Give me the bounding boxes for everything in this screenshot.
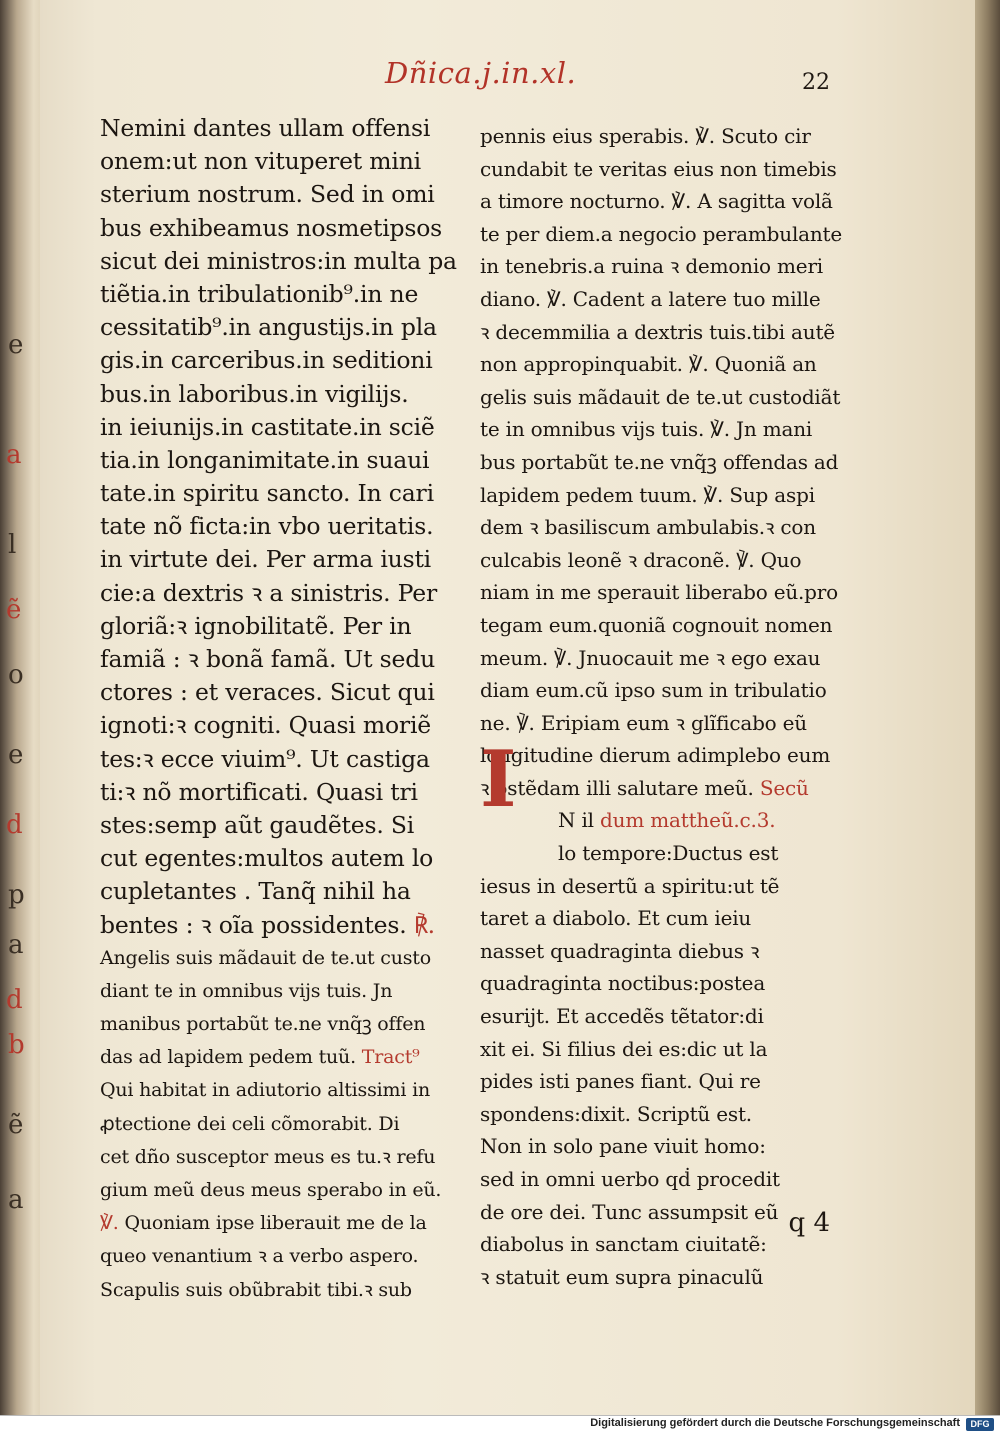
text-segment: diant te in omnibus vijs tuis. Jn (100, 979, 393, 1002)
text-line: Nemini dantes ullam offensi (100, 114, 431, 142)
text-line: tes:ꝛ ecce viuim⁹. Ut castiga (100, 744, 430, 773)
text-line: tiẽtia.in tribulationib⁹.in ne (100, 279, 419, 308)
text-line (100, 1207, 445, 1240)
text-line: Angelis suis mãdauit de te.ut custo (100, 946, 431, 969)
text-line: ne. ℣. Eripiam eum ꝛ glĩficabo eũ (480, 710, 807, 735)
text-line: famiã : ꝛ bonã famã. Ut sedu (100, 645, 435, 673)
text-line: taret a diabolo. Et cum ieiu (480, 906, 752, 931)
text-line (100, 975, 445, 1008)
text-line: cut egentes:multos autem lo (100, 844, 434, 873)
gospel-rubric: Secũ (759, 775, 809, 800)
prev-page-fragment: p (8, 880, 25, 910)
text-column-left (100, 112, 457, 1307)
text-line: queo venantium ꝛ a verbo aspero. (100, 1245, 419, 1268)
prev-page-fragment: b (8, 1030, 25, 1060)
decorated-initial: I (480, 734, 517, 825)
text-line: diabolus in sanctam ciuitatẽ: (480, 1232, 767, 1257)
text-line: bus portabũt te.ne vnq̃ꝫ offendas ad (480, 449, 839, 474)
prev-page-fragment: e (8, 330, 24, 360)
text-segment: ꝛ ostẽdam illi salutare meũ. (480, 775, 754, 800)
text-line: ꝓtectione dei celi cõmorabit. Di (100, 1112, 400, 1135)
text-line: nasset quadraginta diebus ꝛ (480, 938, 760, 963)
text-line: onem:ut non vituperet mini (100, 147, 421, 176)
text-line: ꝛ statuit eum supra pinaculũ (480, 1264, 764, 1289)
text-line: a timore nocturno. ℣. A sagitta volã (480, 189, 833, 214)
text-line: de ore dei. Tunc assumpsit eũ (480, 1199, 779, 1224)
text-line: diano. ℣. Cadent a latere tuo mille (480, 286, 821, 311)
text-line: Qui habitat in adiutorio altissimi in (100, 1079, 430, 1102)
prev-page-fragment: a (8, 930, 24, 960)
text-line: spondens:dixit. Scriptũ est. (480, 1101, 752, 1126)
tract-rubric: Tract⁹ (361, 1046, 420, 1069)
text-line: cie:a dextris ꝛ a sinistris. Per (100, 578, 437, 607)
text-line: bus exhibeamus nosmetipsos (100, 213, 443, 242)
running-title: Dñica.j.in.xl. (385, 56, 577, 90)
text-line: pennis eius sperabis. ℣. Scuto cir (480, 124, 811, 148)
prev-page-fragment: e (8, 740, 24, 770)
text-segment: das ad lapidem pedem tuũ. (100, 1046, 356, 1069)
text-line: gium meũ deus meus sperabo in eũ. (100, 1179, 442, 1201)
prev-page-fragment: d (6, 810, 23, 840)
text-line: dem ꝛ basiliscum ambulabis.ꝛ con (480, 515, 816, 540)
prev-page-fragment: ẽ (8, 1110, 24, 1140)
text-line: stes:semp aũt gaudẽtes. Si (100, 810, 415, 839)
text-line: cundabit te veritas eius non timebis (480, 156, 837, 181)
responsory-rubric: ℟. (413, 910, 435, 939)
text-line: in ieiunijs.in castitate.in sciẽ (100, 412, 435, 441)
versicle-rubric: ℣. (100, 1212, 119, 1235)
text-line: manibus portabũt te.ne vnq̃ꝫ offen (100, 1013, 426, 1036)
text-line (480, 772, 825, 805)
text-line: ctores : et veraces. Sicut qui (100, 678, 435, 707)
prev-page-fragment: l (8, 530, 17, 560)
folio-number: 22 (802, 70, 830, 95)
prev-page-fragment: o (8, 660, 24, 690)
text-line: tate.in spiritu sancto. In cari (100, 479, 434, 508)
text-line: lapidem pedem tuum. ℣. Sup aspi (480, 482, 815, 507)
text-line: bus.in laboribus.in vigilijs. (100, 379, 409, 408)
funding-credit: Digitalisierung gefördert durch die Deutsche Forschungsgemeinschaft (590, 1417, 960, 1429)
text-line: sed in omni uerbo qḋ procedit (480, 1167, 780, 1191)
prev-page-fragment: ẽ (6, 595, 22, 625)
gathering-signature: q 4 (788, 1208, 830, 1238)
text-line (480, 804, 825, 837)
text-line: cupletantes . Tanq̃ nihil ha (100, 877, 411, 906)
gospel-rubric: dum mattheũ.c.3. (600, 808, 776, 833)
text-line: meum. ℣. Jnuocauit me ꝛ ego exau (480, 645, 821, 670)
text-column-right (480, 120, 843, 1293)
text-line: cet dño susceptor meus es tu.ꝛ refu (100, 1145, 436, 1168)
text-line: te in omnibus vijs tuis. ℣. Jn mani (480, 417, 813, 442)
text-line: quadraginta noctibus:postea (480, 971, 766, 996)
text-line: ti:ꝛ nõ mortificati. Quasi tri (100, 777, 418, 806)
text-line: gloriã:ꝛ ignobilitatẽ. Per in (100, 611, 412, 640)
text-line: tia.in longanimitate.in suaui (100, 445, 430, 474)
dfg-logo-icon[interactable]: DFG (966, 1418, 994, 1431)
text-line: tate nõ ficta:in vbo ueritatis. (100, 512, 434, 541)
text-line: diam eum.cũ ipso sum in tribulatio (480, 678, 827, 703)
text-line: longitudine dierum adimplebo eum (480, 743, 831, 768)
text-line: iesus in desertũ a spiritu:ut tẽ (480, 873, 780, 898)
text-line: non appropinquabit. ℣. Quoniã an (480, 352, 817, 377)
text-line: culcabis leonẽ ꝛ draconẽ. ℣. Quo (480, 547, 802, 572)
text-line: sicut dei ministros:in multa pa (100, 246, 457, 275)
text-line: ignoti:ꝛ cogniti. Quasi moriẽ (100, 711, 431, 740)
prev-page-fragment: d (6, 985, 23, 1015)
text-line: pides isti panes fiant. Qui re (480, 1069, 761, 1094)
text-line: tegam eum.quoniã cognouit nomen (480, 612, 833, 637)
text-line: ꝛ decemmilia a dextris tuis.tibi autẽ (480, 319, 835, 344)
prev-page-fragment: a (8, 1185, 24, 1215)
text-line: Non in solo pane viuit homo: (480, 1134, 766, 1159)
text-line: niam in me sperauit liberabo eũ.pro (480, 580, 838, 605)
text-line: in virtute dei. Per arma iusti (100, 545, 431, 574)
text-segment: bentes : ꝛ oĩa possidentes. (100, 910, 407, 939)
text-line (100, 1041, 445, 1074)
text-segment: N il (558, 808, 594, 833)
prev-page-fragment: a (6, 440, 22, 470)
text-line: cessitatib⁹.in angustijs.in pla (100, 313, 437, 342)
text-line: te per diem.a negocio perambulante (480, 221, 843, 246)
text-line: in tenebris.a ruina ꝛ demonio meri (480, 254, 824, 279)
text-line: gis.in carceribus.in seditioni (100, 346, 433, 375)
text-segment: Quoniam ipse liberauit me de la (124, 1212, 427, 1235)
text-line: lo tempore:Ductus est (558, 841, 779, 866)
text-line: esurijt. Et accedẽs tẽtator:di (480, 1004, 764, 1029)
footer-bar (0, 1415, 1000, 1433)
text-line: xit ei. Si filius dei es:dic ut la (480, 1036, 768, 1061)
text-line (100, 909, 445, 942)
text-line: sterium nostrum. Sed in omi (100, 180, 435, 209)
page-stack-edge (975, 0, 1000, 1415)
text-line: gelis suis mãdauit de te.ut custodiãt (480, 384, 841, 409)
text-line: Scapulis suis obũbrabit tibi.ꝛ sub (100, 1278, 412, 1301)
